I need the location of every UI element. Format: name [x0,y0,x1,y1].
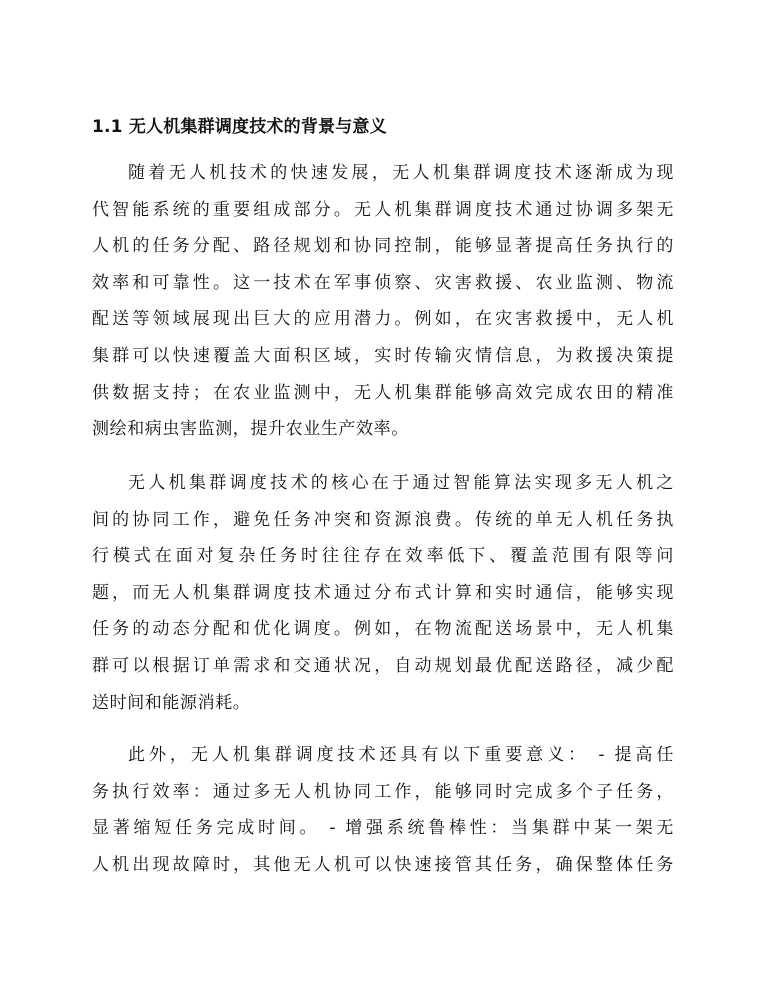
paragraph-line: 效率和可靠性。这一技术在军事侦察、灾害救援、农业监测、物流 [92,272,674,293]
paragraph-line: 人机的任务分配、路径规划和协同控制，能够显著提高任务执行的 [92,236,674,257]
paragraph-line: 群可以根据订单需求和交通状况，自动规划最优配送路径，减少配 [92,655,674,676]
paragraph-significance [92,737,674,883]
paragraph-line: 人机出现故障时，其他无人机可以快速接管其任务，确保整体任务 [92,854,674,875]
paragraph-line: 集群可以快速覆盖大面积区域，实时传输灾情信息，为救援决策提 [92,345,674,366]
paragraph-line: 显著缩短任务完成时间。 - 增强系统鲁棒性：当集群中某一架无 [92,818,674,839]
paragraph-line: 随着无人机技术的快速发展，无人机集群调度技术逐渐成为现 [128,163,674,183]
paragraph-line: 代智能系统的重要组成部分。无人机集群调度技术通过协调多架无 [92,199,674,220]
paragraph-line: 配送等领域展现出巨大的应用潜力。例如，在灾害救援中，无人机 [92,309,674,330]
paragraph-line: 无人机集群调度技术的核心在于通过智能算法实现多无人机之 [128,473,674,493]
paragraph-core [92,465,674,721]
paragraph-line: 间的协同工作，避免任务冲突和资源浪费。传统的单无人机任务执 [92,509,674,530]
paragraph-line: 务执行效率：通过多无人机协同工作，能够同时完成多个子任务， [92,781,674,802]
paragraph-line: 送时间和能源消耗。 [92,692,251,713]
paragraph-line: 供数据支持；在农业监测中，无人机集群能够高效完成农田的精准 [92,382,674,403]
paragraph-line: 任务的动态分配和优化调度。例如，在物流配送场景中，无人机集 [92,619,674,640]
paragraph-line: 测绘和病虫害监测，提升农业生产效率。 [92,419,409,440]
paragraph-background [92,155,674,448]
paragraph-line: 此外，无人机集群调度技术还具有以下重要意义： - 提高任 [128,745,674,765]
paragraph-line: 行模式在面对复杂任务时往往存在效率低下、覆盖范围有限等问 [92,546,674,567]
paragraph-line: 题，而无人机集群调度技术通过分布式计算和实时通信，能够实现 [92,582,674,603]
section-heading: 1.1 无人机集群调度技术的背景与意义 [92,117,387,137]
